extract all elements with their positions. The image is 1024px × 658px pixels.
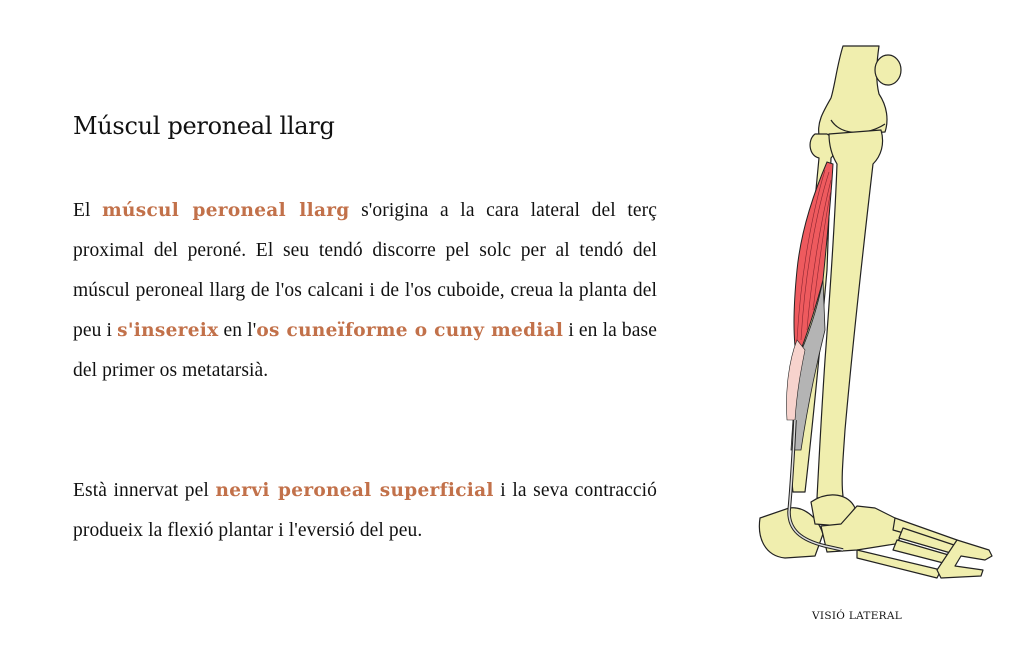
- leg-anatomy-figure: [745, 40, 1000, 585]
- text-segment: Està innervat pel: [73, 480, 216, 501]
- text-segment: s'origina a la cara lateral del terç proximal del peroné. El seu tendó discorre pel solc per al tendó del múscul peroneal llarg de l'os calcani i de l'os cuboide, creua la planta del peu i: [73, 200, 657, 341]
- innervation-paragraph: [73, 471, 657, 551]
- description-paragraph: [73, 191, 657, 391]
- figure-caption: VISIÓ LATERAL: [812, 610, 903, 622]
- femur-bone: [819, 46, 887, 135]
- page-title: Múscul peroneal llarg: [73, 112, 335, 140]
- highlight-medial-cuneiform: os cuneïforme o cuny medial: [256, 320, 564, 341]
- text-segment: i en la base del primer os metatarsià.: [73, 320, 657, 381]
- text-segment: i la seva contracció produeix la flexió plantar i l'eversió del peu.: [73, 480, 657, 541]
- highlight-muscle-name: múscul peroneal llarg: [102, 200, 350, 221]
- highlight-insertion: s'insereix: [117, 320, 219, 341]
- text-segment: El: [73, 200, 103, 221]
- text-segment: en l': [218, 320, 257, 341]
- highlight-nerve: nervi peroneal superficial: [215, 480, 494, 501]
- patella-bone: [875, 55, 901, 85]
